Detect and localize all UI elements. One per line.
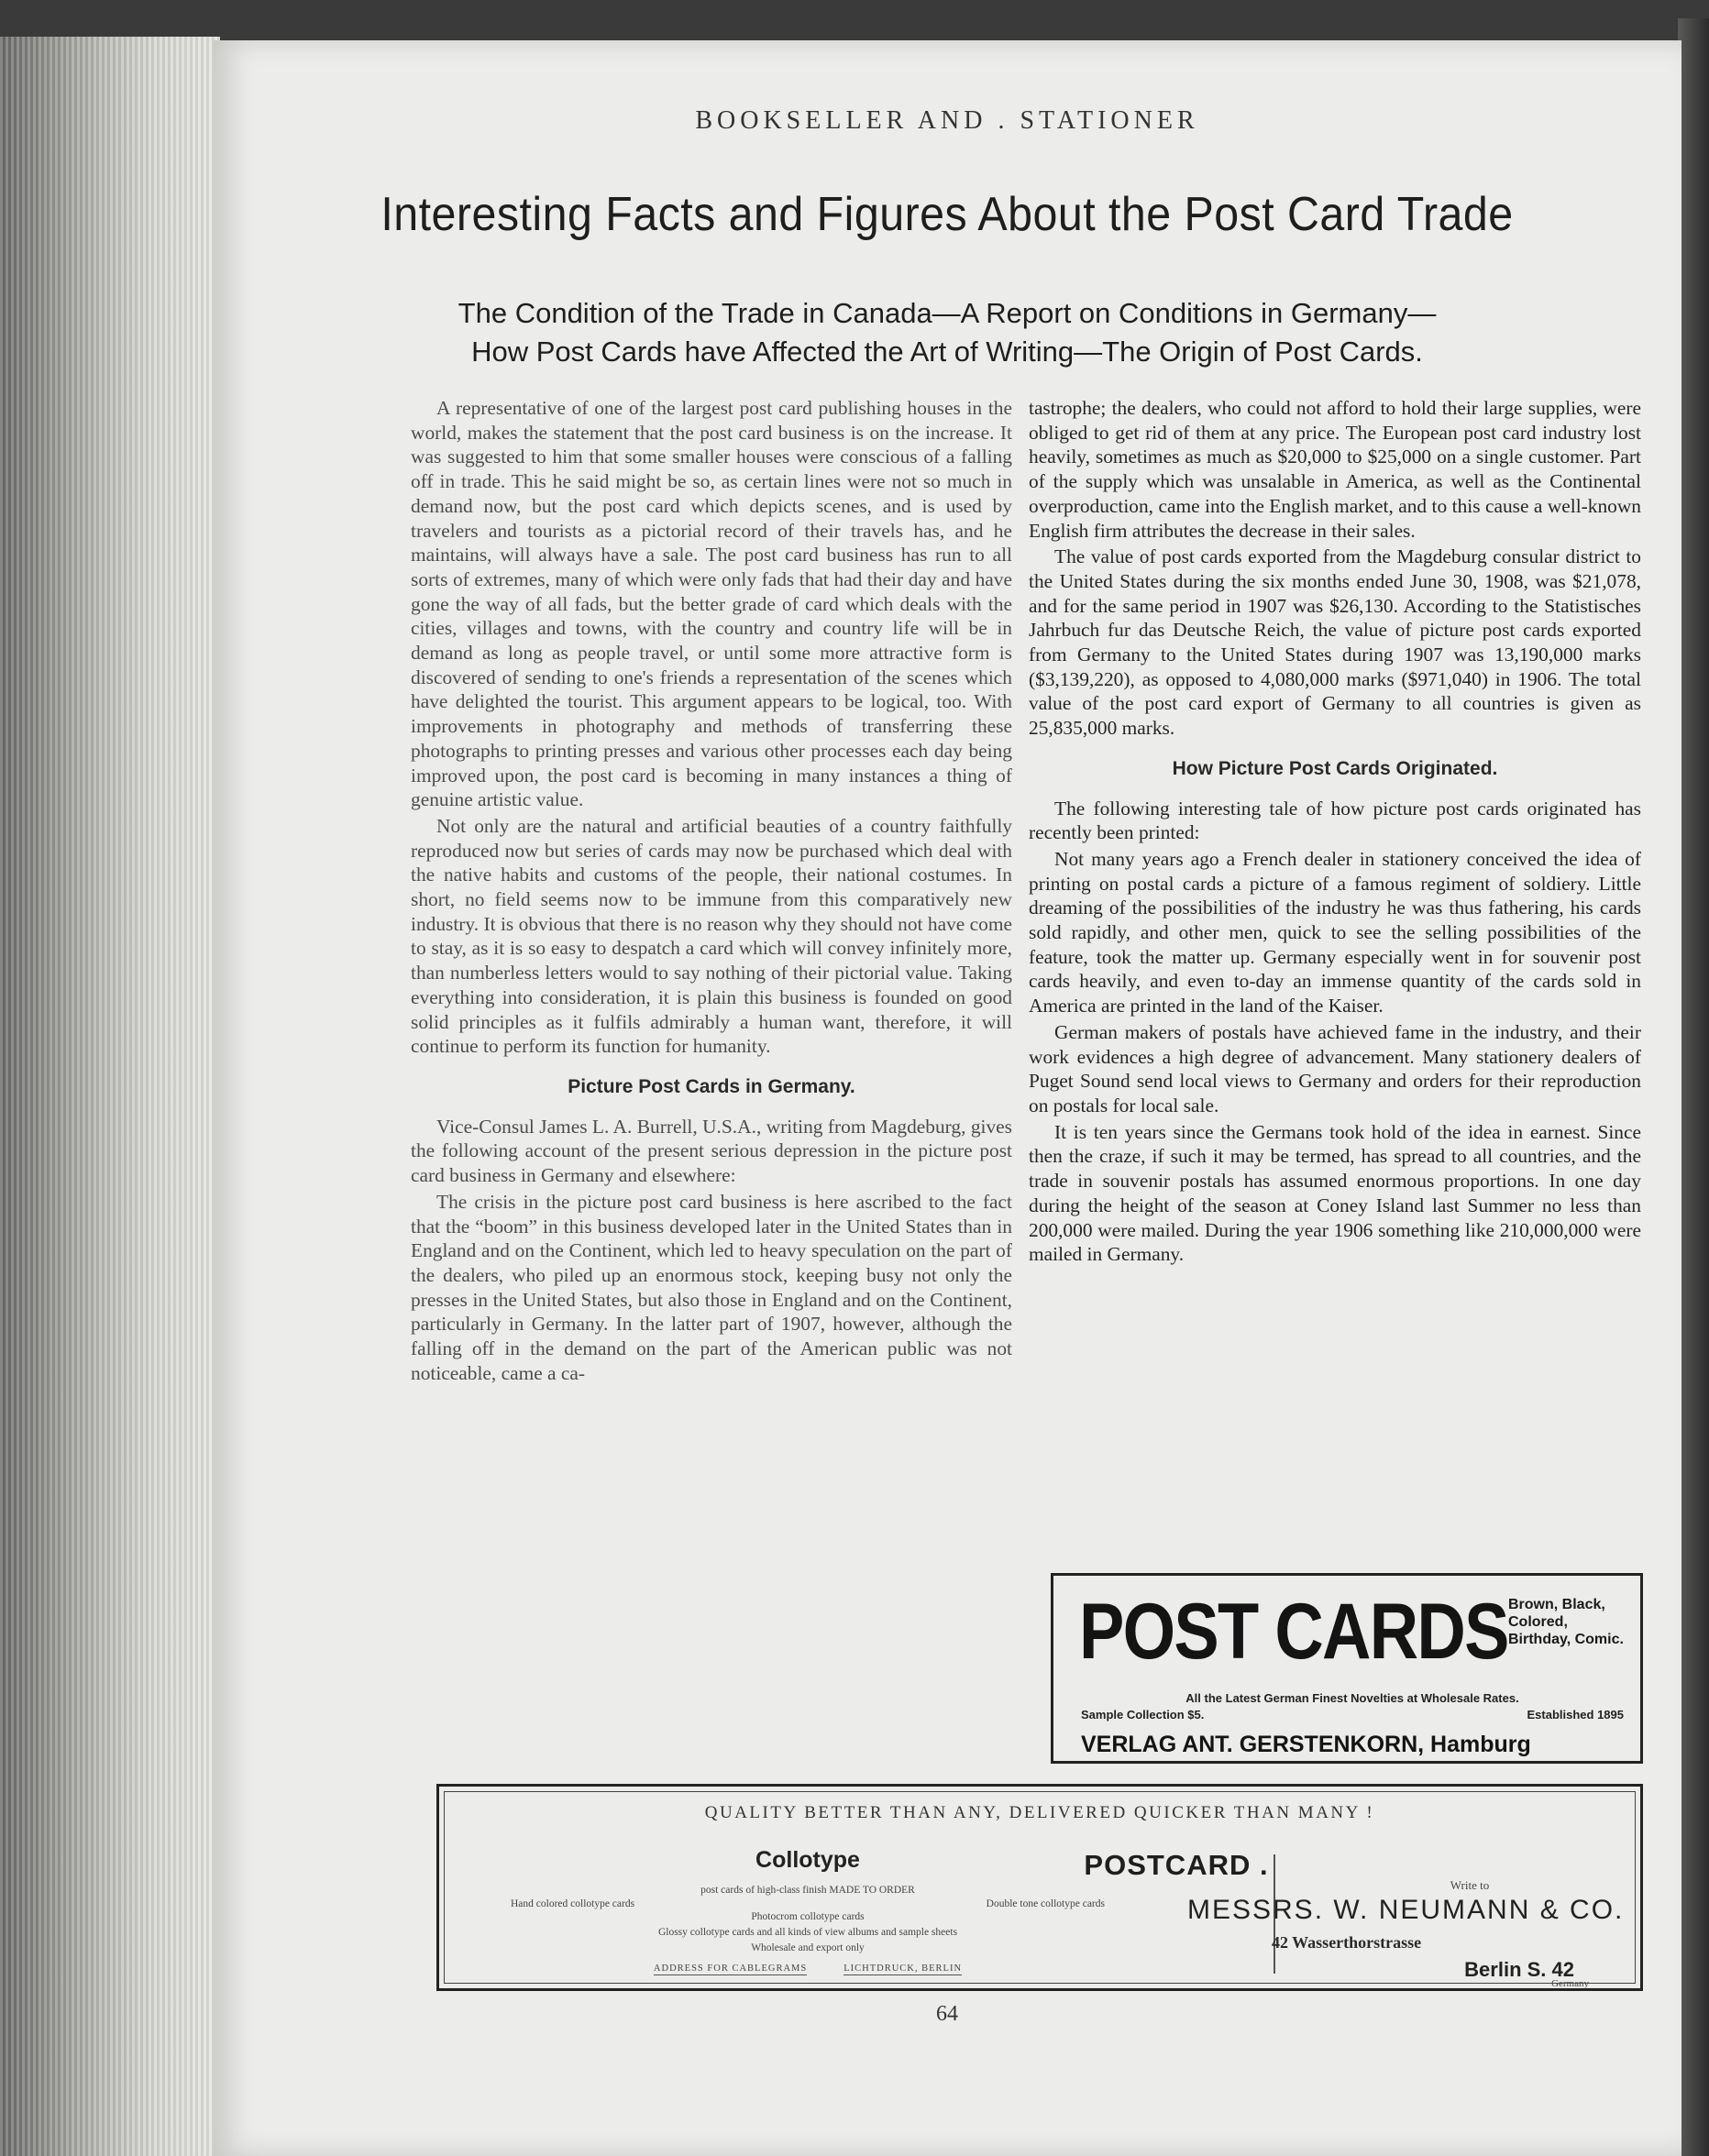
ad-novelties-line: All the Latest German Finest Novelties at Wholesale Rates.	[1185, 1691, 1519, 1705]
paragraph: The crisis in the picture post card business is here ascribed to the fact that the “boom” in this business developed later in the United States than in England and on the Continent, which led to heavy speculation on the part of the dealers, who piled up an enormous stock, keeping busy not only the presses in the United States, but also those in England and on the Continent, particularly in Germany. In the latter part of 1907, however, although the falling off in the demand on the part of the American public was not noticeable, came a ca-	[411, 1190, 1012, 1384]
ad-made-to-order: post cards of high-class finish MADE TO ORDER	[700, 1885, 915, 1896]
ad-company-name: MESSRS. W. NEUMANN & CO.	[1187, 1895, 1625, 1925]
ad-card-types: Brown, Black, Colored, Birthday, Comic.	[1508, 1597, 1624, 1647]
ad-cable-value: LICHTDRUCK, BERLIN	[843, 1964, 963, 1974]
ad-collotype-heading: Collotype	[755, 1847, 860, 1873]
book-spine-right	[1678, 18, 1709, 2156]
ad-sample-row	[1081, 1708, 1624, 1722]
ad-street: 42 Wasserthorstrasse	[1272, 1933, 1422, 1952]
ad-title: POST CARDS	[1079, 1588, 1508, 1676]
ad-cable-address	[487, 1964, 1129, 1975]
page-number: 64	[936, 2002, 958, 2026]
ad-card-kinds	[487, 1898, 1129, 1909]
ad-tagline: QUALITY BETTER THAN ANY, DELIVERED QUICKER THAN MANY !	[704, 1803, 1375, 1822]
paragraph: German makers of postals have achieved fame in the industry, and their work evidences a high degree of advancement. Many stationery dealers of Puget Sound send local views to Germany and orders for their reproduction on postals for local sale.	[1029, 1020, 1641, 1116]
ad-collotype-block	[487, 1834, 1129, 1975]
advertisement-gerstenkorn	[1051, 1573, 1643, 1764]
article-headline: Interesting Facts and Figures About the Post Card Trade	[380, 188, 1514, 241]
ad-photocrom: Photocrom collotype cards	[751, 1911, 865, 1922]
paragraph: A representative of one of the largest post card publishing houses in the world, makes the statement that the post card business is on the increase. It was suggested to him that some smaller houses were conscious of a falling off in trade. This he said might be so, as certain lines were not so much in demand now, but the post card which depicts scenes, and is used by travelers and tourists as a pictorial record of their travels has, and he maintains, will always have a sale. The post card business has run to all sorts of extremes, many of which were only fads that had their day and have gone the way of all fads, but the better grade of card which deals with the cities, villages and towns, with the country and country life will be in demand as long as people travel, or until some more attractive form is discovered of sending to one's friends a representation of the scenes which have delighted the tourist. This argument appears to be logical, too. With improvements in photography and methods of transferring these photographs to printing presses and various other processes each day being improved upon, the post card is becoming in many instances a thing of genuine artistic value.	[411, 397, 1012, 811]
subheading-germany: Picture Post Cards in Germany.	[568, 1075, 855, 1097]
ad-country: Germany	[1551, 1978, 1589, 1989]
ad-established: Established 1895	[1527, 1708, 1624, 1722]
ad-cable-label: ADDRESS FOR CABLEGRAMS	[653, 1964, 808, 1974]
ad-hand-colored: Hand colored collotype cards	[511, 1898, 635, 1909]
paragraph: It is ten years since the Germans took hold of the idea in earnest. Since then the craze, if such it may be termed, has spread to all countries, and the trade in souvenir postals has assumed enormous proportions. In one day during the height of the season at Coney Island last Summer no less than 200,000 were mailed. During the year 1906 something like 210,000,000 were mailed in Germany.	[1029, 1120, 1641, 1266]
advertisement-neumann	[436, 1784, 1643, 1991]
paragraph: Not only are the natural and artificial beauties of a country faithfully reproduced now but series of cards may now be purchased which deal with the native habits and customs of the people, their national costumes. In short, no field seems now to be immune from this comparatively new industry. It is obvious that there is no reason why they should not have come to stay, as it is so easy to despatch a card which will convey infinitely more, than numberless letters would to say nothing of their pictorial value. Taking everything into consideration, it is plain this business is founded on good solid principles as it fulfils admirably a human want, therefore, it will continue to perform its function for humanity.	[411, 814, 1012, 1058]
ad-sample-collection: Sample Collection $5.	[1081, 1708, 1205, 1722]
article-column-left	[411, 396, 1012, 1387]
paragraph: The following interesting tale of how picture post cards originated has recently been printed:	[1029, 797, 1641, 844]
ad-address-block	[1187, 1878, 1631, 1989]
paragraph: Vice-Consul James L. A. Burrell, U.S.A., writing from Magdeburg, gives the following account of the present serious depression in the picture post card business in Germany and elsewhere:	[411, 1115, 1012, 1187]
paragraph: The value of post cards exported from the Magdeburg consular district to the United States during the six months ended June 30, 1908, was $21,078, and for the same period in 1907 was $26,130. According to the Statistisches Jahrbuch fur das Deutsche Reich, the value of picture post cards exported from Germany to the United States during 1907 was 13,190,000 marks ($3,139,220), as opposed to 4,080,000 marks ($971,040) in 1906. The total value of the post card export of Germany to all countries is given as 25,835,000 marks.	[1029, 545, 1641, 740]
book-page-edges	[0, 37, 220, 2156]
ad-details	[1081, 1691, 1624, 1722]
ad-glossy: Glossy collotype cards and all kinds of view albums and sample sheets	[657, 1927, 958, 1938]
subheading-origin: How Picture Post Cards Originated.	[1172, 757, 1498, 779]
article-column-right	[1029, 396, 1641, 1269]
ad-city: Berlin S. 42	[1464, 1958, 1574, 1981]
article-deck-line-1: The Condition of the Trade in Canada—A Report on Conditions in Germany—	[458, 297, 1437, 329]
ad-wholesale: Wholesale and export only	[751, 1942, 865, 1953]
paragraph: Not many years ago a French dealer in stationery conceived the idea of printing on postal cards a picture of a famous regiment of soldiery. Little dreaming of the possibilities of the industry he was thus fathering, his cards sold rapidly, and other men, quick to see the selling possibilities of the feature, took the matter up. Germany especially went in for souvenir post cards heavily, and even to-day an immense quantity of the cards sold in America are printed in the land of the Kaiser.	[1029, 847, 1641, 1018]
running-head: BOOKSELLER AND . STATIONER	[695, 106, 1199, 135]
ad-firm-name: VERLAG ANT. GERSTENKORN, Hamburg	[1081, 1732, 1531, 1757]
article-deck-line-2: How Post Cards have Affected the Art of Writing—The Origin of Post Cards.	[471, 336, 1423, 368]
ad-write-to: Write to	[1450, 1878, 1490, 1892]
ad-postcard-title: POSTCARD .	[1084, 1849, 1269, 1881]
paragraph: tastrophe; the dealers, who could not afford to hold their large supplies, were obliged to get rid of them at any price. The European post card industry lost heavily, sometimes as much as $20,000 to $25,000 on a single customer. Part of the supply which was unsalable in America, as well as the Continental overproduction, came into the English market, and to this cause a well-known English firm attributes the decrease in their sales.	[1029, 397, 1641, 542]
ad-double-tone: Double tone collotype cards	[986, 1898, 1105, 1909]
magazine-page	[213, 40, 1681, 2156]
